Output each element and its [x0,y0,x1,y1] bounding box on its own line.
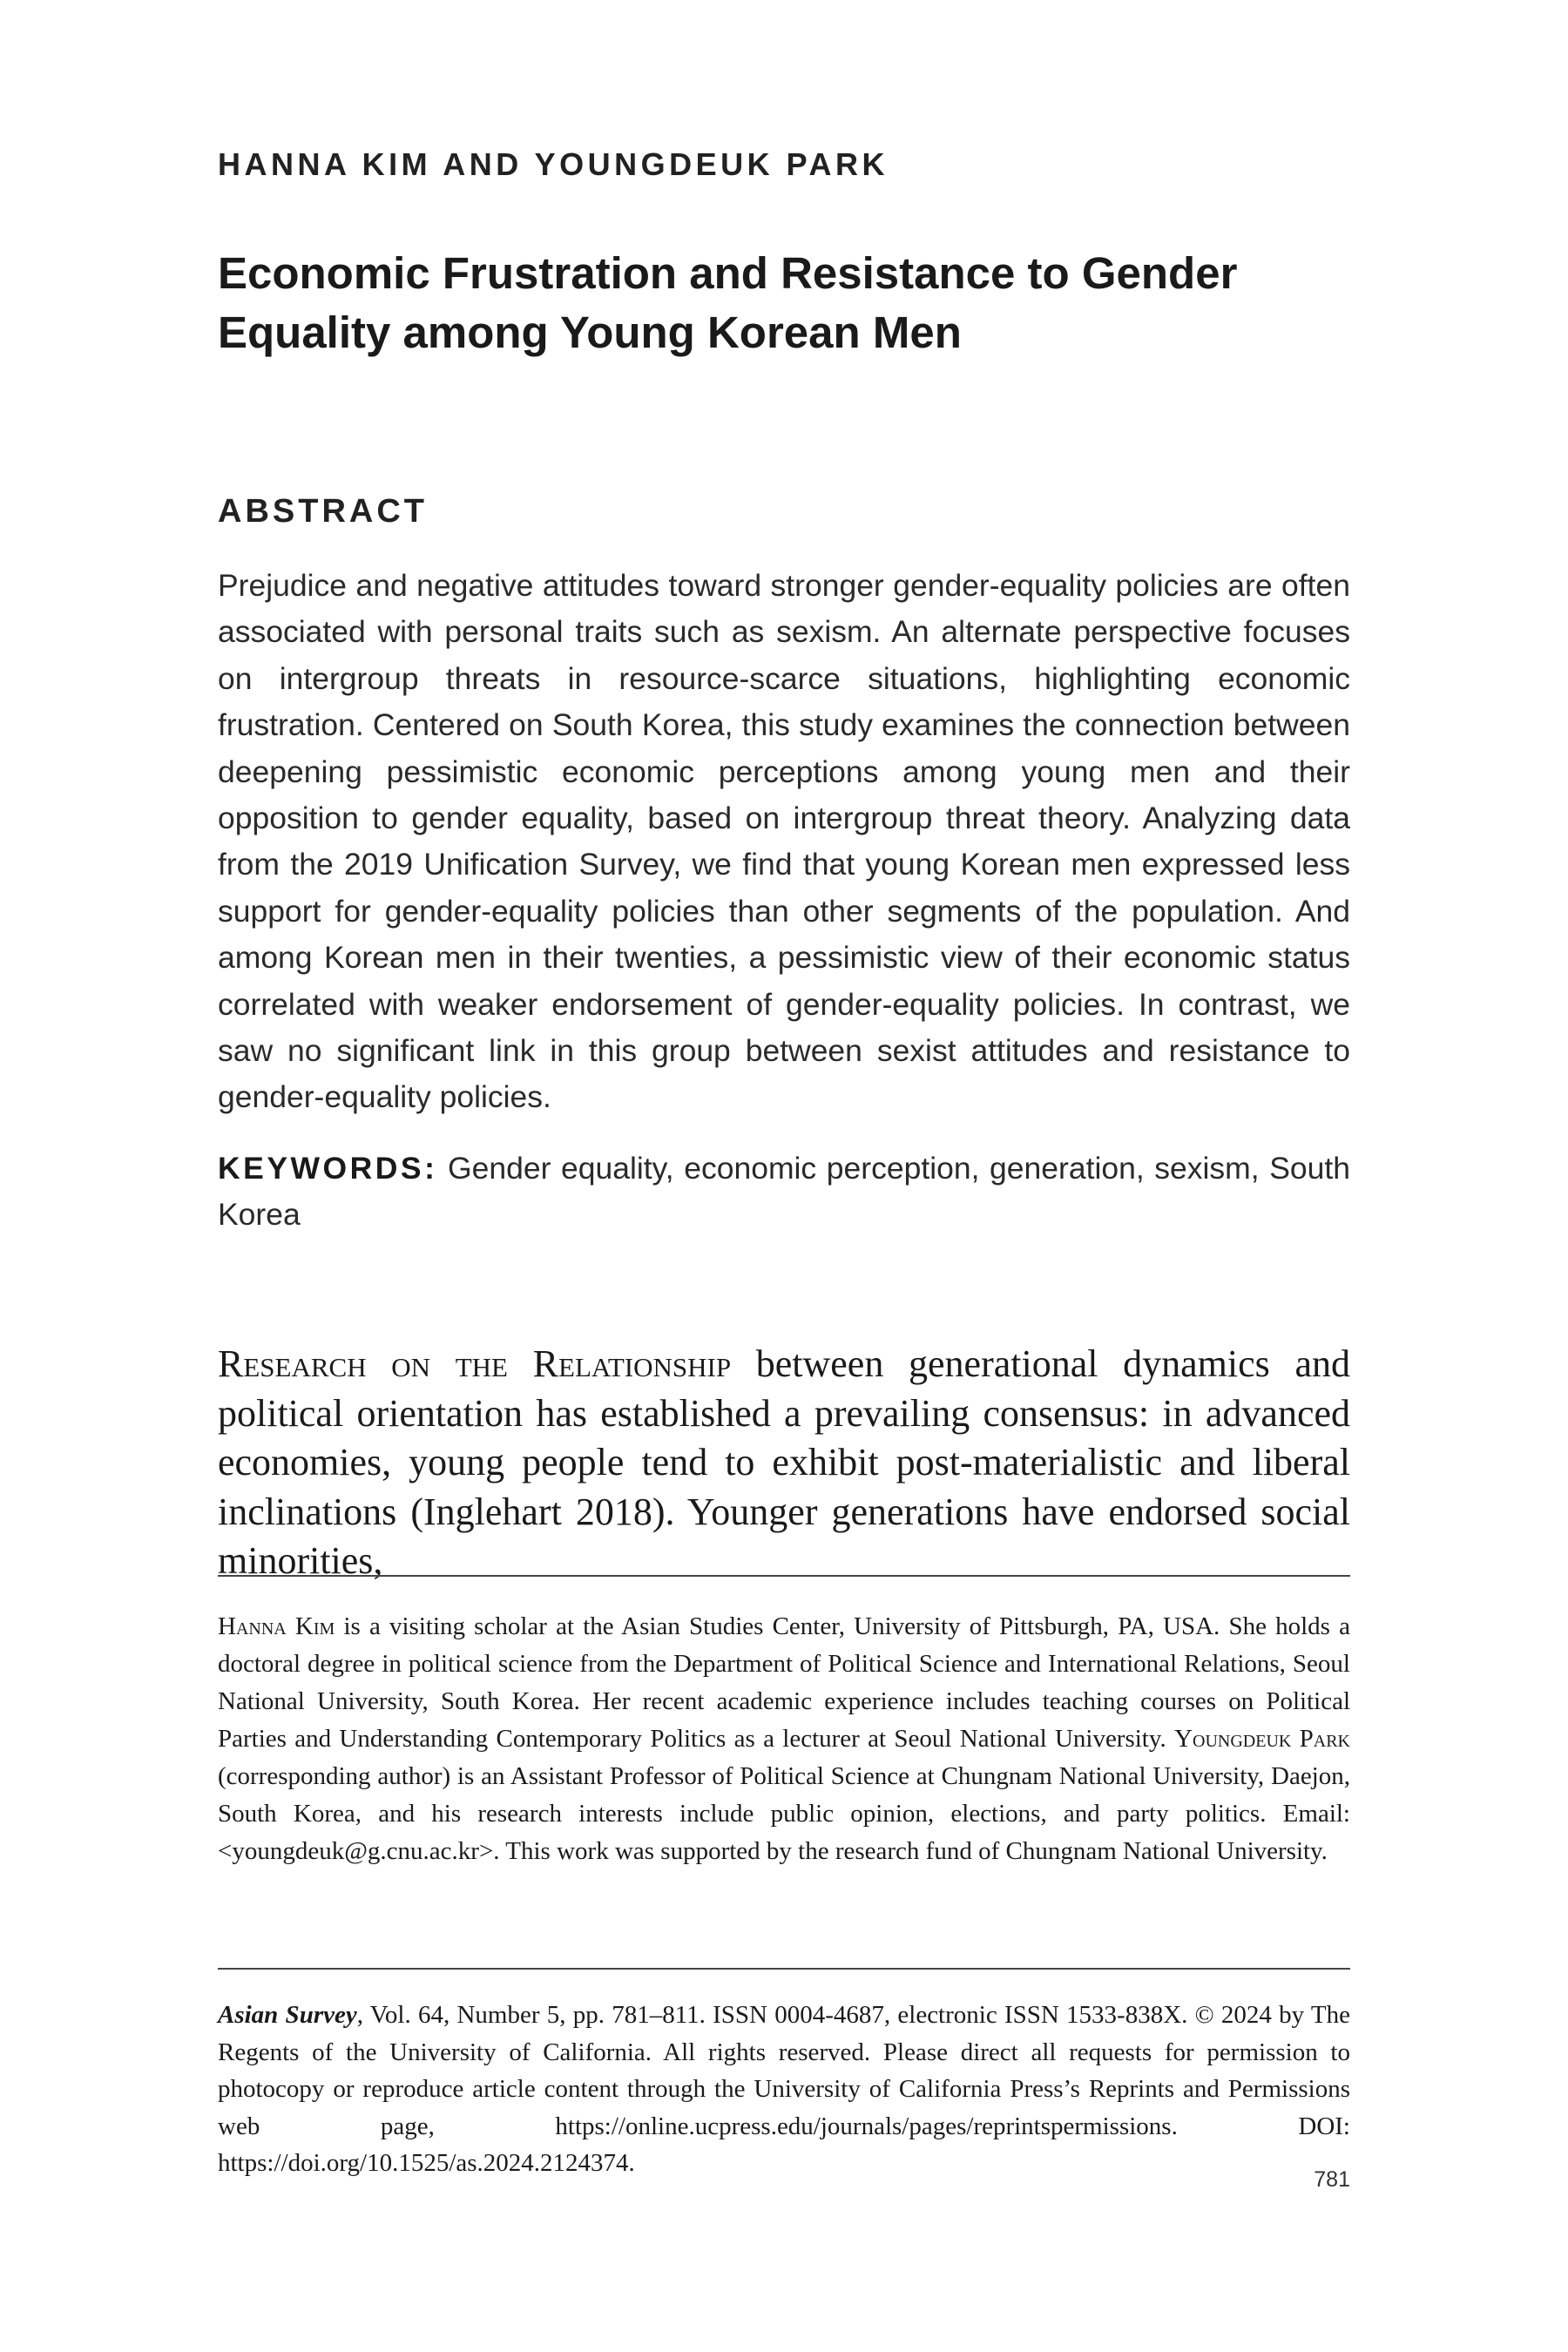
body-text: between generational dynamics and political orientation has established a prevailing consensus: in advanced economies, young people tend to exhibit post-materialistic and liberal inclinations (Inglehart 2018). Younger generations have endorsed social minorities, [218,1342,1350,1582]
footnote-divider [218,1575,1350,1577]
keywords-list: Gender equality, economic perception, generation, sexism, South Korea [218,1151,1350,1232]
citation-text: , Vol. 64, Number 5, pp. 781–811. ISSN 0004-4687, electronic ISSN 1533-838X. © 2024 by The Regents of the University of California. All rights reserved. Please direct all requests for permission to photocopy or reproduce article content through the University of California Press’s Reprints and Permissions web page, https://online.ucpress.edu/journals/pages/reprintspermissions. DOI: https://doi.org/10.1525/as.2024.2124374. [218,2001,1350,2178]
author-line: HANNA KIM AND YOUNGDEUK PARK [218,146,889,182]
author2-bio: (corresponding author) is an Assistant Professor of Political Science at Chungnam National University, Daejon, South Korea, and his research interests include public opinion, elections, and party politics. Email: <youngdeuk@g.cnu.ac.kr>. This work was supported by the research fund of Chungnam National University. [218,1762,1350,1865]
article-title: Economic Frustration and Resistance to Gender Equality among Young Korean Men [218,248,1238,357]
citation-divider [218,1968,1350,1970]
author1-bio: is a visiting scholar at the Asian Studies Center, University of Pittsburgh, PA, USA. She holds a doctoral degree in political science from the Department of Political Science and International Relations, Seoul National University, South Korea. Her recent academic experience includes teaching courses on Political Parties and Understanding Contemporary Politics as a lecturer at Seoul National University. [218,1612,1351,1753]
journal-citation [218,1997,1350,2182]
body-lead-in: Research on the Relationship [218,1342,732,1385]
keywords-label: KEYWORDS: [218,1151,438,1186]
abstract-text: Prejudice and negative attitudes toward stronger gender-equality policies are often associated with personal traits such as sexism. An alternate perspective focuses on intergroup threats in resource-scarce situations, highlighting economic frustration. Centered on South Korea, this study examines the connection between deepening pessimistic economic perceptions among young men and their opposition to gender equality, based on intergroup threat theory. Analyzing data from the 2019 Unification Survey, we find that young Korean men expressed less support for gender-equality policies than other segments of the population. And among Korean men in their twenties, a pessimistic view of their economic status correlated with weaker endorsement of gender-equality policies. In contrast, we saw no significant link in this group between sexist attitudes and resistance to gender-equality policies. [218,568,1350,1115]
abstract-heading: ABSTRACT [218,493,428,530]
body-paragraph [218,1340,1350,1586]
keywords [218,1146,1350,1238]
author-footnote [218,1608,1350,1870]
page-number: 781 [1314,2167,1350,2192]
journal-name: Asian Survey [218,2001,357,2029]
author1-name: Hanna Kim [218,1612,335,1640]
author2-name: Youngdeuk Park [1174,1725,1350,1753]
